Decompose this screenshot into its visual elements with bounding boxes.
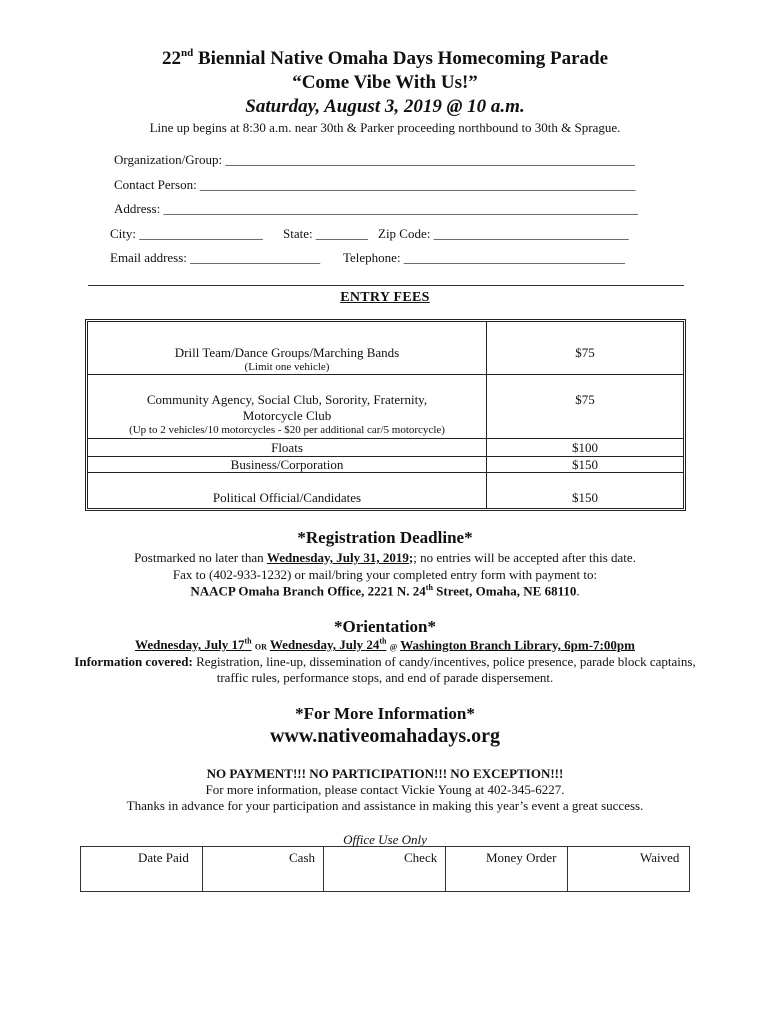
email-field[interactable]: Email address: ____________________	[110, 250, 321, 265]
fee-note-community: (Up to 2 vehicles/10 motorcycles - $20 per additional car/5 motorcycle)	[129, 424, 445, 436]
slogan: “Come Vibe With Us!”	[292, 72, 478, 93]
city-field[interactable]: City: ___________________	[110, 226, 263, 241]
fee-label-community: Community Agency, Social Club, Sorority, Fraternity,	[146, 392, 428, 407]
fee-note-drill-team: (Limit one vehicle)	[244, 361, 330, 373]
registration-fax: Fax to (402-933-1232) or mail/bring your completed entry form with payment to:	[172, 567, 598, 582]
orientation-dates: Wednesday, July 17th OR Wednesday, July 24th @ Washington Branch Library, 6pm-7:00pm	[135, 637, 635, 653]
fee-label-drill-team: Drill Team/Dance Groups/Marching Bands	[174, 345, 400, 360]
fee-price-business: $150	[572, 457, 598, 472]
table-divider	[445, 847, 446, 891]
fee-label-floats: Floats	[271, 440, 303, 455]
fee-label-political: Political Official/Candidates	[212, 490, 362, 505]
fee-label-business: Business/Corporation	[230, 457, 344, 472]
registration-heading: *Registration Deadline*	[297, 528, 473, 547]
table-divider	[567, 847, 568, 891]
registration-address: NAACP Omaha Branch Office, 2221 N. 24th Street, Omaha, NE 68110.	[190, 583, 580, 599]
table-divider	[202, 847, 203, 891]
thanks-note: Thanks in advance for your participation and assistance in making this year’s event a great success.	[126, 798, 644, 813]
fee-label-community-line2: Motorcycle Club	[242, 408, 332, 423]
payment-warning: NO PAYMENT!!! NO PARTICIPATION!!! NO EXCEPTION!!!	[206, 766, 564, 781]
table-divider	[88, 438, 683, 439]
office-col-check: Check	[404, 850, 438, 865]
orientation-info-line2: traffic rules, performance stops, and end of parade dispersement.	[216, 670, 554, 685]
zip-code-field[interactable]: Zip Code: ______________________________	[378, 226, 629, 241]
address-field[interactable]: Address: _________________________________________________________________________	[114, 201, 638, 216]
state-field[interactable]: State: ________	[283, 226, 368, 241]
entry-fees-table	[85, 319, 686, 511]
registration-deadline: Postmarked no later than Wednesday, July 31, 2019;; no entries will be accepted after this date.	[134, 550, 636, 565]
fee-price-floats: $100	[572, 440, 598, 455]
fee-price-drill-team: $75	[575, 345, 595, 360]
event-date: Saturday, August 3, 2019 @ 10 a.m.	[245, 96, 525, 117]
office-col-money-order: Money Order	[486, 850, 557, 865]
orientation-heading: *Orientation*	[334, 617, 436, 636]
telephone-field[interactable]: Telephone: __________________________________	[343, 250, 625, 265]
office-use-title: Office Use Only	[343, 832, 427, 847]
fee-price-community: $75	[575, 392, 595, 407]
office-use-table	[80, 846, 690, 892]
more-info-heading: *For More Information*	[295, 704, 475, 723]
table-divider	[323, 847, 324, 891]
contact-info: For more information, please contact Vickie Young at 402-345-6227.	[205, 782, 565, 797]
divider	[88, 285, 684, 286]
fee-price-political: $150	[572, 490, 598, 505]
office-col-waived: Waived	[640, 850, 680, 865]
entry-fees-title: ENTRY FEES	[340, 290, 430, 305]
office-col-cash: Cash	[289, 850, 315, 865]
organization-field[interactable]: Organization/Group: _______________________________________________________________	[114, 152, 635, 167]
page-title: 22nd Biennial Native Omaha Days Homecoming Parade	[161, 47, 609, 69]
table-divider	[88, 374, 683, 375]
contact-person-field[interactable]: Contact Person: ___________________________________________________________________	[114, 177, 636, 192]
website-link[interactable]: www.nativeomahadays.org	[269, 725, 500, 747]
office-col-date-paid: Date Paid	[138, 850, 189, 865]
lineup-info: Line up begins at 8:30 a.m. near 30th & Parker proceeding northbound to 30th & Sprague.	[149, 120, 621, 135]
orientation-info: Information covered: Registration, line-up, dissemination of candy/incentives, police presence, parade block captains,	[74, 654, 696, 669]
